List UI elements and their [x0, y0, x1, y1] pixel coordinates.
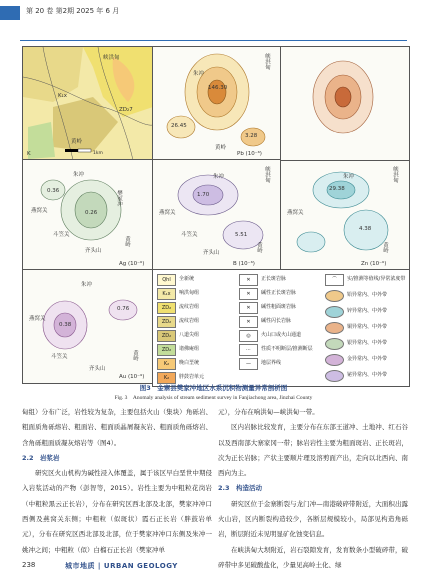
value-label: 4.38	[359, 226, 372, 232]
page-number: 238	[22, 561, 36, 569]
paragraph: 区内岩脉比较发育，主要分布在东部王道冲、土地冲、红石谷以及西南部大寨家冈一带；脉岩岩性主要为粗面斑岩、正长斑岩，次为正长岩脉；产状主要顺片理及溶剪面产出，走向以北西向、南西向为主。	[218, 423, 408, 478]
header-rule	[20, 40, 407, 41]
legend-swatch: K₁x	[157, 288, 176, 300]
value-label: 1.70	[197, 192, 210, 198]
legend-swatch: ZD₂	[157, 302, 176, 314]
value-label: 5.51	[235, 232, 248, 238]
legend-swatch	[325, 290, 344, 302]
value-label: 0.26	[85, 210, 98, 216]
section-heading: 2.3 构造活动	[218, 484, 263, 493]
legend-label: 正长斑岩脉	[261, 276, 287, 282]
panel-d-b-anomaly	[152, 159, 282, 271]
legend-label: 性质不明断层/推测断层	[261, 346, 313, 352]
value-label: 29.38	[329, 186, 345, 192]
place-label: 斗笠关	[181, 232, 198, 238]
place-label: 黄岭	[124, 236, 130, 247]
cu-anomaly-map	[281, 47, 409, 160]
unit-label: K₁x	[58, 93, 68, 99]
paragraph: 甸组）分布广泛，岩性较为复杂，主要包括火山（集块）角砾岩、粗面质角砾熔岩、粗面岩、粗面质晶屑凝灰岩、粗面质角砾熔岩、含角砾粗面质凝灰熔岩等（图4）。	[22, 408, 212, 447]
place-label: 黄岭	[382, 242, 388, 253]
legend-swatch: ✕	[239, 274, 258, 286]
figure-caption-zh: 图3 金寨县樊家冲地区水系沉积物测量异常剖析图	[139, 384, 288, 392]
place-label: 斗笠关	[51, 354, 68, 360]
legend-swatch	[325, 338, 344, 350]
place-label: 峡洪甸	[264, 166, 270, 183]
paragraph: 研究区火山机构为碱性浸入体覆盖，属于该区早白垩世中期侵入岩浆活动的产物（彭智等，2015）。岩性主要为中粗粒花岗岩（中粗粒黑云正长岩），分布在研究区西北部及北部，樊家冲冲口西侧及燕窝关东侧；中粗粒（似斑状）霞石正长岩（胖鼓岩单元），分布在研究区西北部及北部，位于樊家冲冲口东侧及朱冲一姚冲之间；中粗粒（似）白榴石正长岩（樊家冲单	[22, 469, 212, 554]
legend-label: 全新统	[179, 276, 195, 282]
paragraph: 在峡洪甸大坝附近，岩石裂隙发育，发育数条小型破碎带，破碎带中多见破酸盐化，少量见高岭土化、绿	[218, 545, 408, 569]
place-label: 樊家冲	[116, 190, 122, 207]
journal-name: 城市地质 | URBAN GEOLOGY	[65, 562, 178, 570]
panel-c-ag-anomaly	[22, 159, 154, 271]
panel-element: Au (10⁻⁹)	[119, 374, 145, 380]
legend-label: 流纹岩组	[179, 304, 200, 310]
place-label: 朱冲	[193, 71, 205, 77]
legend-label: 碱性闪长岩脉	[261, 318, 292, 324]
figure-legend	[152, 269, 410, 387]
legend-label: 锌异常内、中外带	[347, 308, 388, 314]
legend-swatch: ZD₂	[157, 330, 176, 342]
place-label: 峡洪甸	[103, 55, 120, 61]
legend-label: 胖鼓岩单元	[179, 374, 205, 380]
value-label: 0.76	[117, 306, 130, 312]
legend-swatch	[325, 306, 344, 318]
legend-swatch: ZD₂	[157, 316, 176, 328]
place-label: 朱冲	[343, 174, 355, 180]
panel-topright-anomaly	[280, 46, 410, 161]
legend-swatch: Qhl	[157, 274, 176, 286]
paragraph: 元），分布在响洪甸—峡洪甸一带。	[218, 408, 319, 416]
place-label: 燕窝关	[287, 210, 304, 216]
legend-swatch: ⋯	[239, 344, 258, 356]
place-label: 燕窝关	[29, 316, 46, 322]
scale-bar-label: 1km	[93, 151, 103, 156]
place-label: 朱冲	[81, 282, 93, 288]
panel-element: Ag (10⁻⁶)	[119, 261, 145, 267]
panel-e-zn-anomaly	[280, 159, 410, 271]
place-label: 齐头山	[85, 248, 102, 254]
legend-label: 地层界线	[261, 360, 282, 366]
legend-swatch: K₂	[157, 372, 176, 384]
figure-3	[22, 46, 408, 382]
place-label: 齐头山	[89, 366, 106, 372]
legend-swatch: ✕	[239, 316, 258, 328]
place-label: 黄岭	[132, 350, 138, 361]
legend-swatch	[325, 322, 344, 334]
panel-f-au-anomaly	[22, 269, 154, 384]
legend-label: 银异常内、中外带	[347, 340, 388, 346]
legend-label: 响洪甸组	[179, 290, 200, 296]
legend-label: 金异常内、中外带	[347, 356, 388, 362]
legend-label: 火山口或火山通道	[261, 332, 302, 338]
panel-element: Zn (10⁻⁶)	[361, 261, 387, 267]
body-column-right	[218, 405, 408, 573]
legend-swatch: K₂	[157, 358, 176, 370]
legend-swatch: ◎	[239, 330, 258, 342]
figure-caption-en: Fig. 3 Anomaly analysis of stream sediment survey in Fanjiachong area, Jinzhai County	[114, 395, 313, 401]
legend-swatch	[325, 370, 344, 382]
body-column-left	[22, 405, 212, 558]
geologic-map-drawing	[23, 47, 153, 160]
place-label: 燕窝关	[159, 210, 176, 216]
value-label: 26.45	[171, 123, 187, 129]
place-label: 齐头山	[203, 250, 220, 256]
legend-label: 诸佛庵组	[179, 346, 200, 352]
legend-label: 铅异常内、中外带	[347, 292, 388, 298]
legend-label: 碱性粗面斑岩脉	[261, 304, 297, 310]
legend-swatch: ⌒	[325, 274, 344, 286]
paragraph: 研究区位于金寨断裂与龙门冲—南港破碎带附近，大面积出露火山岩，区内断裂构造较少，各断层规模较小，局部见构造角砾岩，断层附近未见明显矿化蚀变信息。	[218, 499, 408, 539]
legend-label: 流纹岩组	[179, 318, 200, 324]
place-label: 朱冲	[213, 174, 225, 180]
place-label: 黄岭	[215, 145, 227, 151]
value-label: 3.28	[245, 133, 258, 139]
value-label: 0.38	[59, 322, 72, 328]
place-label: 燕窝关	[31, 208, 48, 214]
legend-label: 实/推测等值线/异常浓度带	[347, 276, 406, 282]
place-label: 斗笠关	[53, 232, 70, 238]
legend-swatch: ✕	[239, 302, 258, 314]
value-label: 0.36	[47, 188, 60, 194]
place-label: 黄岭	[71, 139, 83, 145]
legend-label: 碱性正长斑岩脉	[261, 290, 297, 296]
page-header	[0, 0, 427, 44]
legend-label: 晚白垩统	[179, 360, 200, 366]
unit-label: ZD₂7	[119, 107, 133, 113]
place-label: 朱冲	[73, 172, 85, 178]
issue-info: 第 20 卷 第2期 2025 年 6 月	[26, 7, 120, 15]
legend-swatch: ZD₂	[157, 344, 176, 356]
value-label: 146.30	[208, 85, 228, 91]
legend-label: 八道尖组	[179, 332, 200, 338]
panel-b-pb-anomaly	[152, 46, 282, 161]
section-heading: 2.2 岩浆岩	[22, 453, 60, 462]
header-accent-bar	[0, 6, 20, 20]
legend-label: 铜异常内、中外带	[347, 324, 388, 330]
legend-swatch	[325, 354, 344, 366]
panel-element: B (10⁻⁶)	[233, 261, 255, 267]
place-label: 峡洪甸	[392, 166, 398, 183]
place-label: 峡洪甸	[264, 53, 270, 70]
legend-swatch: ✕	[239, 288, 258, 300]
place-label: 黄岭	[256, 242, 262, 253]
panel-element: Pb (10⁻⁶)	[237, 151, 262, 157]
panel-letter: K	[27, 151, 31, 157]
panel-a-geologic-map	[22, 46, 154, 161]
legend-label: 铋异常内、中外带	[347, 372, 388, 378]
legend-swatch: —	[239, 358, 258, 370]
